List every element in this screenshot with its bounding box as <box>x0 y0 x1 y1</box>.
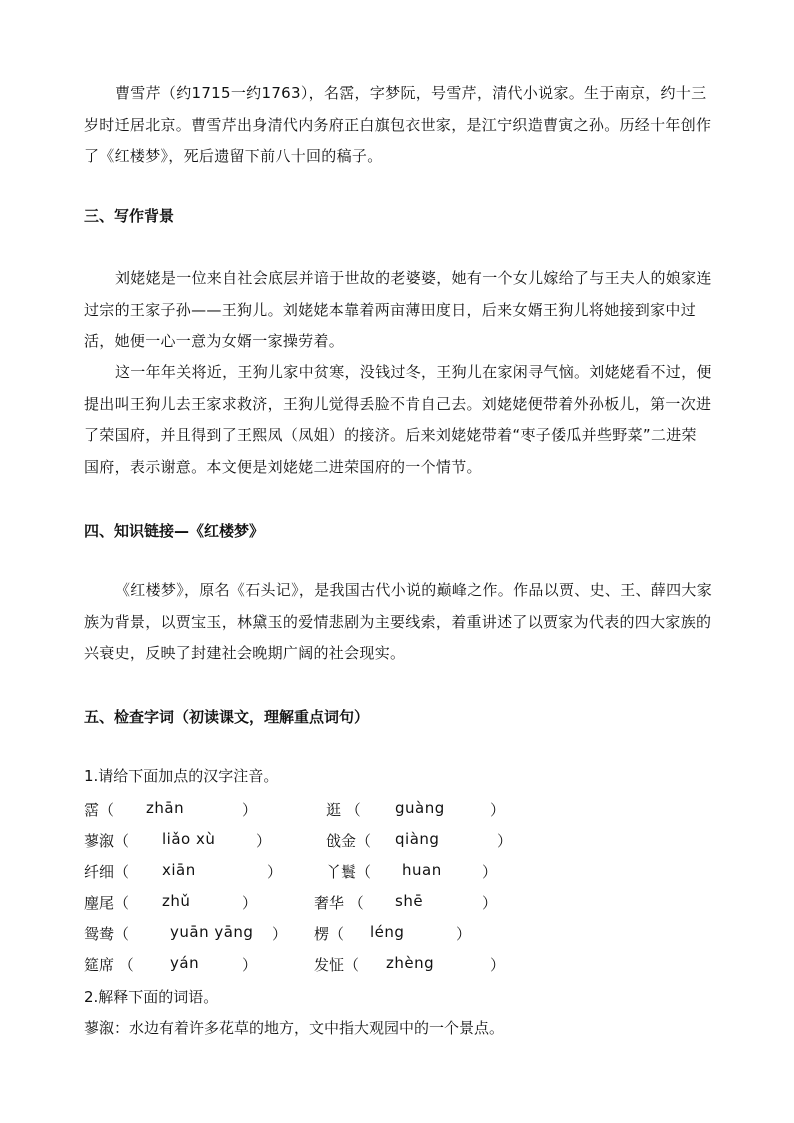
section-3-paragraph-1: 刘姥姥是一位来自社会底层并谙于世故的老婆婆，她有一个女儿嫁给了与王夫人的娘家连过宗的王家子孙——王狗儿。刘姥姥本靠着两亩薄田度日，后来女婿王狗儿将她接到家中过活，她便一心一意为女婿一家操劳着。 <box>84 269 712 350</box>
term: 麈尾（ <box>84 894 130 912</box>
close-paren: ） <box>267 863 283 881</box>
term: 逛 （ <box>326 801 361 819</box>
pinyin-answer: shē <box>395 892 424 910</box>
pinyin-row <box>84 861 604 885</box>
pinyin-row <box>84 892 604 916</box>
intro-paragraph: 曹雪芹（约1715一约1763），名霑，字梦阮，号雪芹，清代小说家。生于南京，约十三岁时迁居北京。曹雪芹出身清代内务府正白旗包衣世家，是江宁织造曹寅之孙。历经十年创作了《红楼梦》，死后遗留下前八十回的稿子。 <box>84 84 712 165</box>
term: 蓼溆（ <box>84 832 130 850</box>
pinyin-answer: liǎo xù <box>162 830 216 848</box>
term: 发怔（ <box>314 956 360 974</box>
term: 戗金（ <box>326 832 372 850</box>
close-paren: ） <box>490 801 506 819</box>
term: 楞（ <box>314 925 345 943</box>
term: 奢华 （ <box>314 894 364 912</box>
close-paren: ） <box>242 801 258 819</box>
close-paren: ） <box>242 956 258 974</box>
pinyin-row <box>84 923 604 947</box>
pinyin-answer: zhèng <box>386 954 435 972</box>
term: 纤细（ <box>84 863 130 881</box>
section-4-paragraph: 《红楼梦》，原名《石头记》，是我国古代小说的巅峰之作。作品以贾、史、王、薛四大家族为背景，以贾宝玉，林黛玉的爱情悲剧为主要线索，着重讲述了以贾家为代表的四大家族的兴衰史，反映了封建社会晚期广阔的社会现实。 <box>84 581 713 662</box>
close-paren: ） <box>482 894 498 912</box>
pinyin-answer: léng <box>370 923 405 941</box>
pinyin-answer: huan <box>402 861 442 879</box>
pinyin-answer: yuān yāng <box>170 923 254 941</box>
definition-line: 蓼溆：水边有着许多花草的地方，文中指大观园中的一个景点。 <box>84 1019 505 1037</box>
term: 鸳鸯（ <box>84 925 130 943</box>
close-paren: ） <box>272 925 288 943</box>
section-4-heading: 四、知识链接—《红楼梦》 <box>84 522 265 540</box>
close-paren: ） <box>497 832 513 850</box>
pinyin-row <box>84 830 604 854</box>
question-2: 2.解释下面的词语。 <box>84 988 219 1006</box>
pinyin-answer: guàng <box>395 799 445 817</box>
section-5-heading: 五、检查字词（初读课文，理解重点词句） <box>84 708 370 726</box>
term: 丫鬟（ <box>326 863 372 881</box>
pinyin-row <box>84 954 604 978</box>
term: 筵席 （ <box>84 956 134 974</box>
pinyin-answer: zhǔ <box>162 892 191 910</box>
section-3-heading: 三、写作背景 <box>84 207 175 225</box>
term: 霑（ <box>84 801 115 819</box>
close-paren: ） <box>456 925 472 943</box>
close-paren: ） <box>242 894 258 912</box>
close-paren: ） <box>482 863 498 881</box>
question-1: 1.请给下面加点的汉字注音。 <box>84 767 279 785</box>
pinyin-row <box>84 799 604 823</box>
pinyin-answer: qiàng <box>395 830 440 848</box>
close-paren: ） <box>490 956 506 974</box>
pinyin-answer: yán <box>170 954 200 972</box>
close-paren: ） <box>256 832 272 850</box>
pinyin-answer: zhān <box>146 799 185 817</box>
pinyin-answer: xiān <box>162 861 196 879</box>
section-3-paragraph-2: 这一年年关将近，王狗儿家中贫寒，没钱过冬，王狗儿在家闲寻气恼。刘姥姥看不过，便提出叫王狗儿去王家求救济，王狗儿觉得丢脸不肯自己去。刘姥姥便带着外孙板儿，第一次进了荣国府，并且得到了王熙凤（凤姐）的接济。后来刘姥姥带着“枣子倭瓜并些野菜”二进荣国府，表示谢意。本文便是刘姥姥二进荣国府的一个情节。 <box>84 363 712 476</box>
